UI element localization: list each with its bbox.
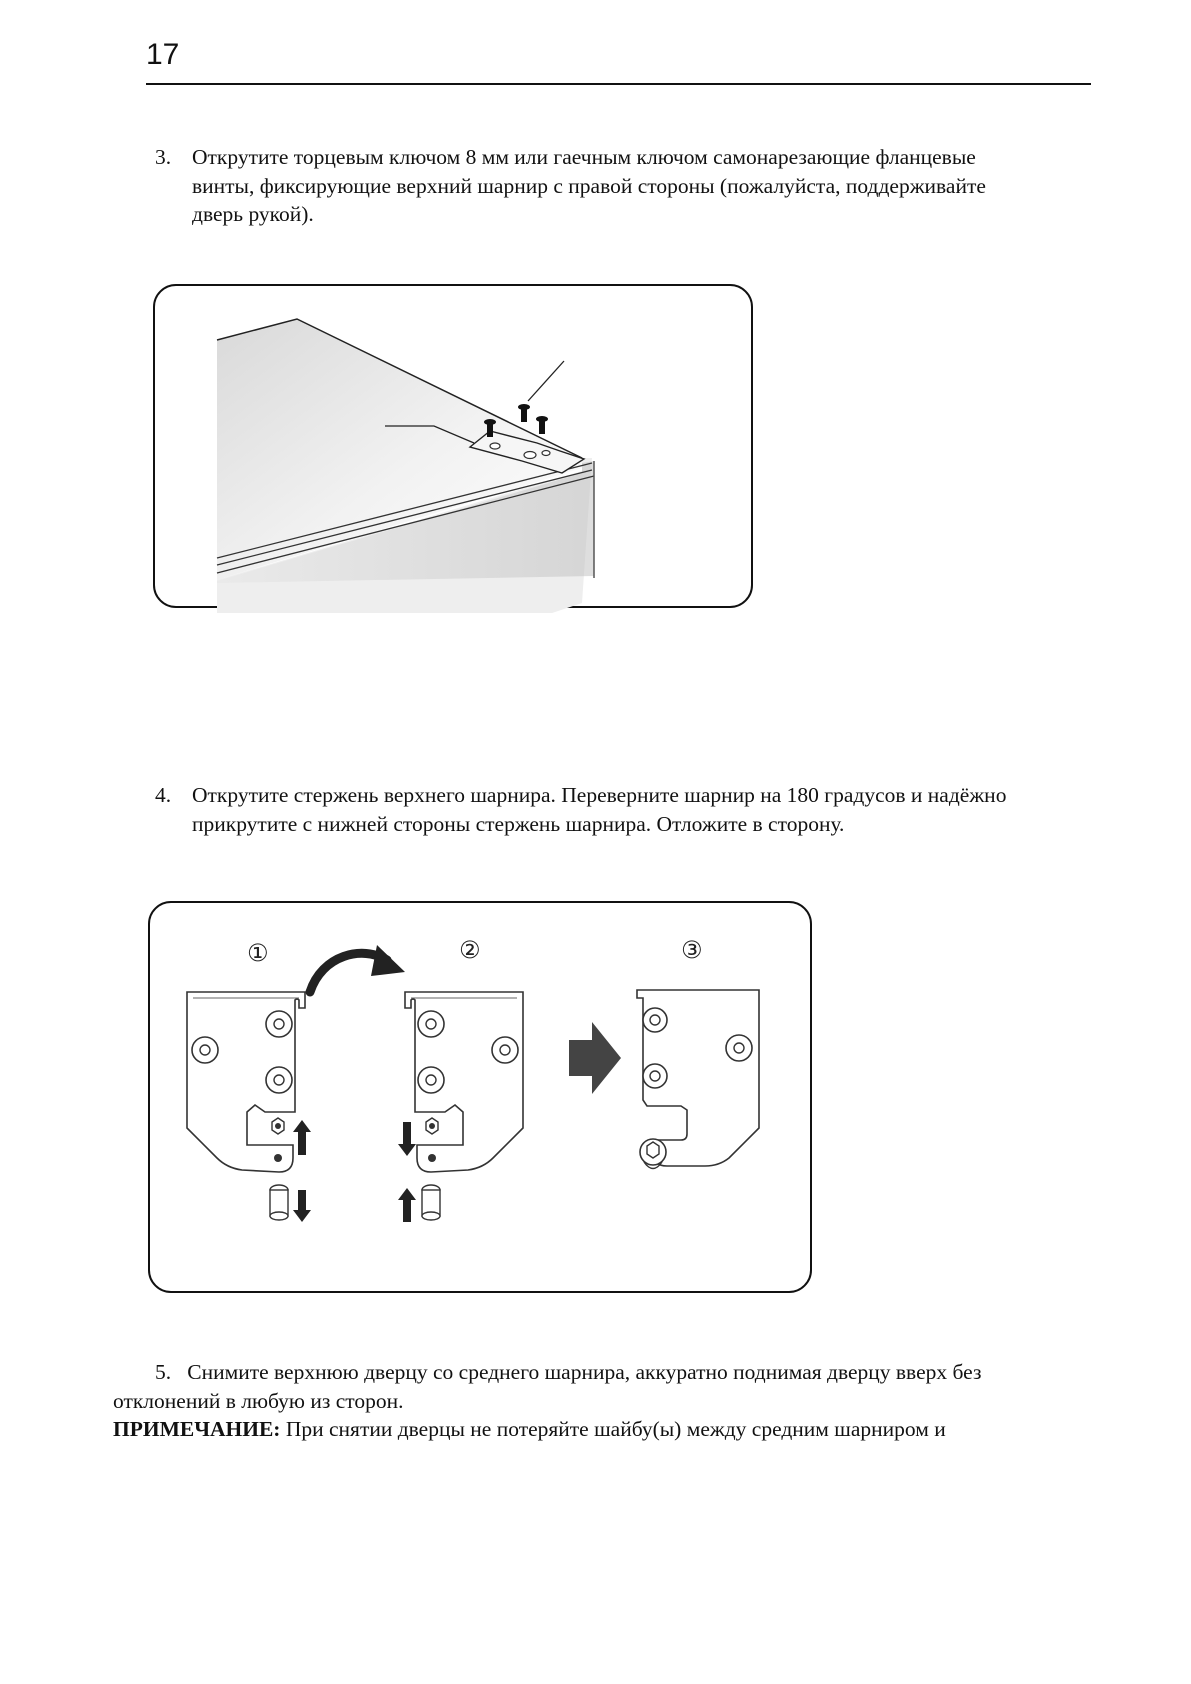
step-5: [113, 1358, 1103, 1444]
step-line: отклонений в любую из сторон.: [113, 1388, 404, 1413]
step-text: [192, 781, 1006, 838]
step-label-1: ①: [247, 939, 269, 967]
step-label-3: ③: [681, 936, 703, 964]
step-number: 4.: [155, 783, 172, 807]
step-line: винты, фиксирующие верхний шарнир с правой стороны (пожалуйста, поддерживайте: [192, 173, 986, 198]
hinge-pin: [270, 1185, 288, 1220]
step-line: Снимите верхнюю дверцу со среднего шарнира, аккуратно поднимая дверцу вверх без: [187, 1360, 982, 1384]
figure-top-hinge-screws: [152, 283, 756, 613]
step-5-line-1: [113, 1358, 1103, 1387]
step-line: Открутите стержень верхнего шарнира. Переверните шарнир на 180 градусов и надёжно: [192, 783, 1007, 807]
header-rule: [146, 83, 1091, 85]
note: [113, 1415, 1103, 1444]
step-line: Открутите торцевым ключом 8 мм или гаечным ключом самонарезающие фланцевые: [192, 145, 976, 169]
page-number: 17: [146, 38, 180, 71]
step-line: дверь рукой).: [192, 202, 314, 226]
step-text: [192, 143, 986, 229]
step-number: 5.: [155, 1360, 172, 1384]
hinge-pin: [422, 1185, 440, 1220]
step-number: 3.: [155, 145, 172, 169]
step-line: прикрутите с нижней стороны стержень шарнира. Отложите в сторону.: [192, 811, 845, 836]
hinge-state-3: [637, 990, 759, 1169]
figure-hinge-flip: [147, 900, 813, 1294]
note-text: При снятии дверцы не потеряйте шайбу(ы) между средним шарниром и: [280, 1417, 946, 1441]
note-label: ПРИМЕЧАНИЕ:: [113, 1417, 281, 1441]
step-label-2: ②: [459, 936, 481, 964]
